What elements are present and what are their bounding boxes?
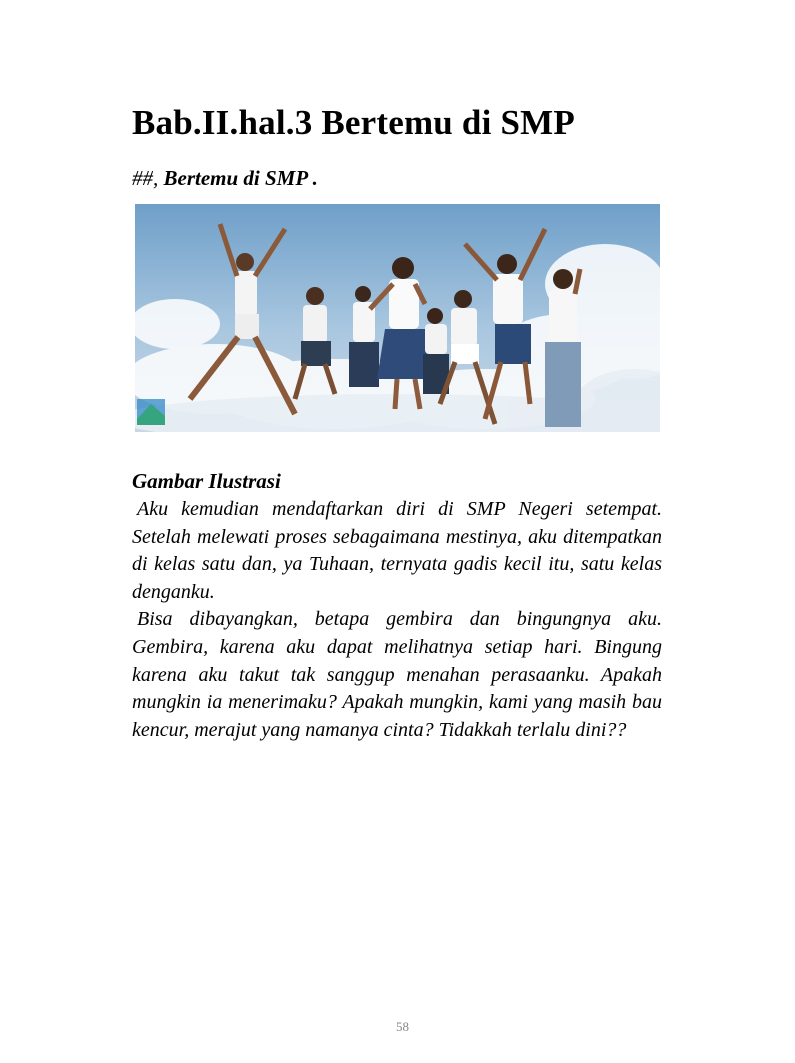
subtitle-prefix: ##, bbox=[132, 166, 159, 190]
section-subtitle bbox=[132, 166, 318, 191]
illustration-photo bbox=[135, 204, 660, 432]
chapter-title: Bab.II.hal.3 Bertemu di SMP bbox=[132, 103, 575, 142]
paragraph: Bisa dibayangkan, betapa gembira dan bingungnya aku. Gembira, karena aku dapat melihatnya setiap hari. Bingung karena aku takut tak sanggup menahan perasaanku. Apakah mungkin ia menerimaku? Apakah mungkin, kami yang masih bau kencur, merajut yang namanya cinta? Tidakkah terlalu dini?? bbox=[132, 608, 662, 741]
image-caption: Gambar Ilustrasi bbox=[132, 469, 281, 493]
subtitle-main: Bertemu di SMP . bbox=[163, 166, 318, 190]
body-text bbox=[132, 496, 662, 744]
page-number: 58 bbox=[396, 1019, 409, 1034]
paragraph: Aku kemudian mendaftarkan diri di SMP Negeri setempat. Setelah melewati proses sebagaimana mestinya, aku ditempatkan di kelas satu dan, ya Tuhaan, ternyata gadis kecil itu, satu kelas denganku. bbox=[132, 498, 662, 603]
